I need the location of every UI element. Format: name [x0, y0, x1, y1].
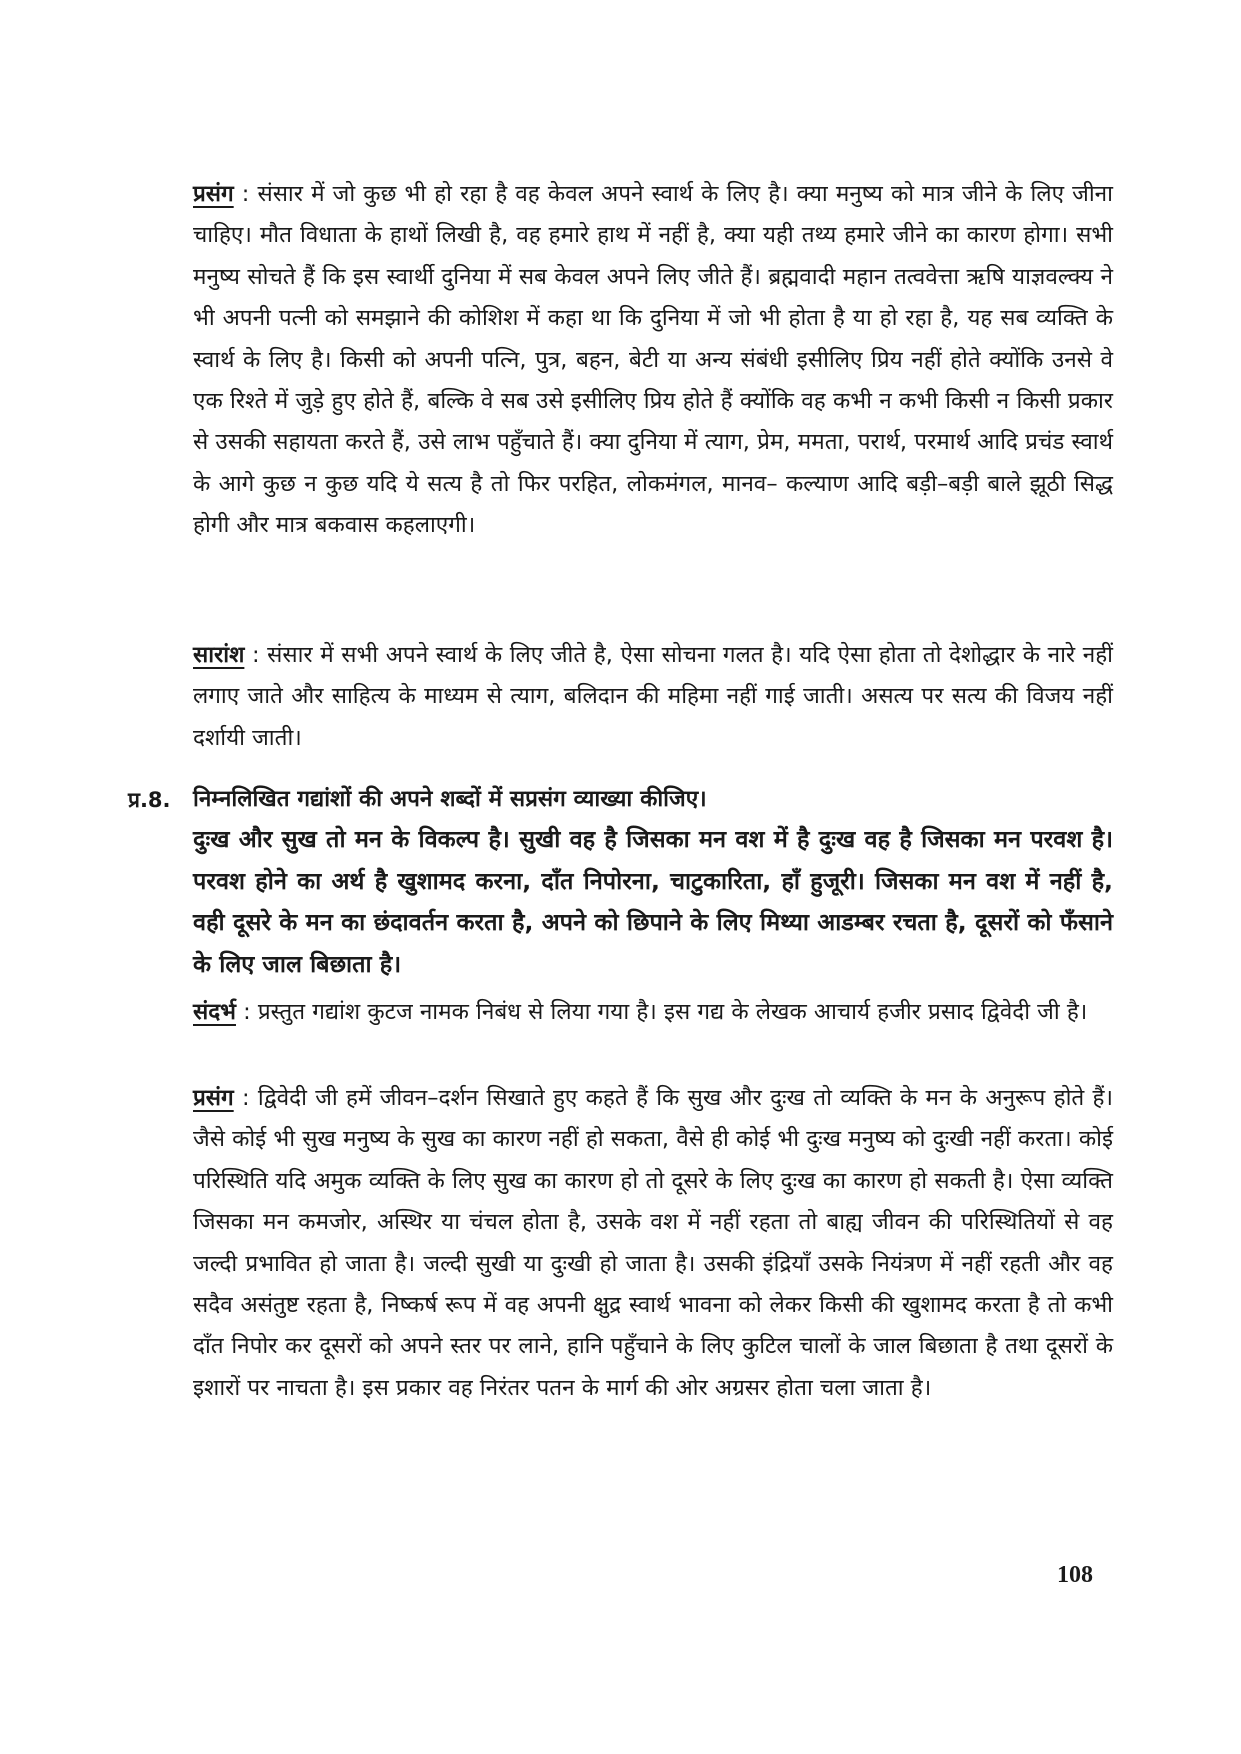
- prasang-text: : द्विवेदी जी हमें जीवन–दर्शन सिखाते हुए कहते हैं कि सुख और दुःख तो व्यक्ति के मन के अनुरूप होते हैं। जैसे कोई भी सुख मनुष्य के सुख का कारण नहीं हो सकता, वैसे ही कोई भी दुःख मनुष्य को दुःखी नहीं करता। कोई परिस्थिति यदि अमुक व्यक्ति के लिए सुख का कारण हो तो दूसरे के लिए दुःख का कारण हो सकती है। ऐसा व्यक्ति जिसका मन कमजोर, अस्थिर या चंचल होता है, उसके वश में नहीं रहता तो बाह्य जीवन की परिस्थितियों से वह जल्दी प्रभावित हो जाता है। जल्दी सुखी या दुःखी हो जाता है। उसकी इंद्रियाँ उसके नियंत्रण में नहीं रहती और वह सदैव असंतुष्ट रहता है, निष्कर्ष रूप में वह अपनी क्षुद्र स्वार्थ भावना को लेकर किसी की खुशामद करता है तो कभी दाँत निपोर कर दूसरों को अपने स्तर पर लाने, हानि पहुँचाने के लिए कुटिल चालों के जाल बिछाता है तथा दूसरों के इशारों पर नाचता है। इस प्रकार वह निरंतर पतन के मार्ग की ओर अग्रसर होता चला जाता है।: [193, 1085, 1113, 1401]
- prasang-paragraph-2: [193, 1078, 1113, 1409]
- saransh-label: सारांश: [193, 642, 245, 668]
- page-number: 108: [1057, 1562, 1093, 1588]
- question-number: प्र.8.: [128, 788, 171, 812]
- prasang-label: प्रसंग: [193, 1085, 234, 1111]
- prasang-text: : संसार में जो कुछ भी हो रहा है वह केवल अपने स्वार्थ के लिए है। क्या मनुष्य को मात्र जीने के लिए जीना चाहिए। मौत विधाता के हाथों लिखी है, वह हमारे हाथ में नहीं है, क्या यही तथ्य हमारे जीने का कारण होगा। सभी मनुष्य सोचते हैं कि इस स्वार्थी दुनिया में सब केवल अपने लिए जीते हैं। ब्रह्मवादी महान तत्ववेत्ता ऋषि याज्ञवल्क्य ने भी अपनी पत्नी को समझाने की कोशिश में कहा था कि दुनिया में जो भी होता है या हो रहा है, यह सब व्यक्ति के स्वार्थ के लिए है। किसी को अपनी पत्नि, पुत्र, बहन, बेटी या अन्य संबंधी इसीलिए प्रिय नहीं होते क्योंकि उनसे वे एक रिश्ते में जुड़े हुए होते हैं, बल्कि वे सब उसे इसीलिए प्रिय होते हैं क्योंकि वह कभी न कभी किसी न किसी प्रकार से उसकी सहायता करते हैं, उसे लाभ पहुँचाते हैं। क्या दुनिया में त्याग, प्रेम, ममता, परार्थ, परमार्थ आदि प्रचंड स्वार्थ के आगे कुछ न कुछ यदि ये सत्य है तो फिर परहित, लोकमंगल, मानव– कल्याण आदि बड़ी–बड़ी बाले झूठी सिद्ध होगी और मात्र बकवास कहलाएगी।: [193, 181, 1114, 539]
- sandarbh-paragraph: [193, 992, 1113, 1033]
- question-passage: दुःख और सुख तो मन के विकल्प है। सुखी वह है जिसका मन वश में है दुःख वह है जिसका मन परवश है। परवश होने का अर्थ है खुशामद करना, दाँत निपोरना, चाटुकारिता, हाँ हुजूरी। जिसका मन वश में नहीं है, वही दूसरे के मन का छंदावर्तन करता है, अपने को छिपाने के लिए मिथ्या आडम्बर रचता है, दूसरों को फँसाने के लिए जाल बिछाता है।: [193, 825, 1113, 978]
- sandarbh-text: : प्रस्तुत गद्यांश कुटज नामक निबंध से लिया गया है। इस गद्य के लेखक आचार्य हजीर प्रसाद द्विवेदी जी है।: [235, 999, 1088, 1025]
- sandarbh-label: संदर्भ: [193, 999, 236, 1025]
- saransh-text: : संसार में सभी अपने स्वार्थ के लिए जीते है, ऐसा सोचना गलत है। यदि ऐसा होता तो देशोद्धार के नारे नहीं लगाए जाते और साहित्य के माध्यम से त्याग, बलिदान की महिमा नहीं गाई जाती। असत्य पर सत्य की विजय नहीं दर्शायी जाती।: [193, 642, 1113, 751]
- question-title: निम्नलिखित गद्यांशों की अपने शब्दों में सप्रसंग व्याख्या कीजिए।: [193, 786, 707, 812]
- prasang-label: प्रसंग: [193, 181, 234, 207]
- saransh-paragraph: [193, 635, 1113, 759]
- prasang-paragraph-1: [193, 174, 1113, 547]
